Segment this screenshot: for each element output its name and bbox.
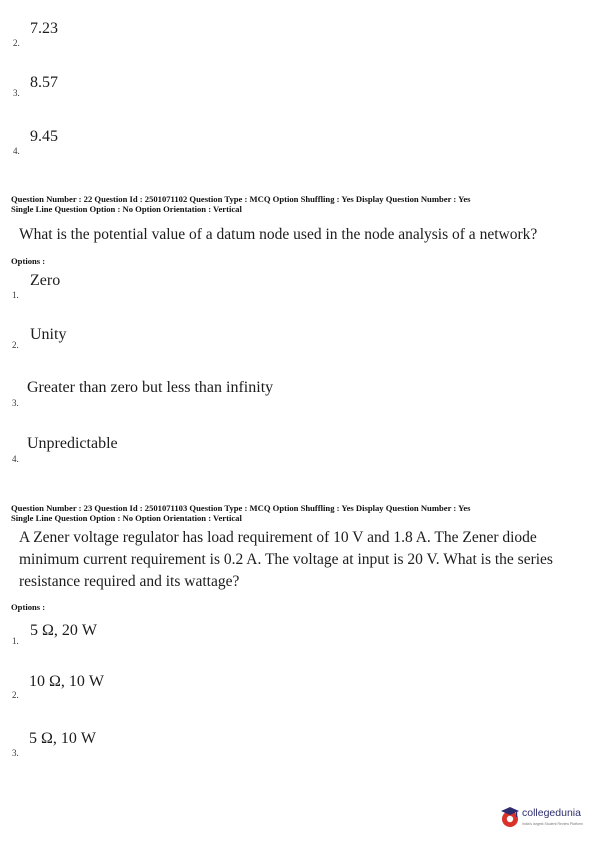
q23-question-text: A Zener voltage regulator has load requirement of 10 V and 1.8 A. The Zener diode minimum current requirement is 0.2 A. The voltage at input is 20 V. What is the series resistance required and its wattage? [19,529,553,590]
collegedunia-logo [500,803,592,833]
q23-option-3-number: 3. [12,748,19,758]
q22-meta-line-2: Single Line Question Option : No Option Orientation : Vertical [11,204,242,214]
prev-option-4-number: 4. [13,146,20,156]
prev-option-2-text: 7.23 [30,20,58,37]
q23-options-label: Options : [11,602,46,612]
q23-option-3-text: 5 Ω, 10 W [29,730,96,747]
q22-option-1-text: Zero [30,272,61,289]
q22-option-1-number: 1. [12,290,19,300]
q22-option-4-number: 4. [12,454,19,464]
q22-option-2-number: 2. [12,340,19,350]
q23-option-2-number: 2. [12,690,19,700]
q23-meta-line-1: Question Number : 23 Question Id : 2501071103 Question Type : MCQ Option Shuffling : Yes Display Question Number : Yes [11,503,471,513]
q22-meta-line-1: Question Number : 22 Question Id : 2501071102 Question Type : MCQ Option Shuffling : Yes Display Question Number : Yes [11,194,471,204]
q22-option-4-text: Unpredictable [27,435,118,452]
logo-tagline: India's largest Student Review Platform [522,822,583,826]
q22-question-text: What is the potential value of a datum node used in the node analysis of a network? [19,226,538,243]
q23-option-1-number: 1. [12,636,19,646]
prev-option-3-text: 8.57 [30,74,58,91]
q22-option-2-text: Unity [30,326,67,343]
prev-option-4-text: 9.45 [30,128,58,145]
prev-option-3-number: 3. [13,88,20,98]
graduation-cap-icon [500,805,520,829]
q22-options-label: Options : [11,256,46,266]
logo-wordmark: collegedunia [522,807,581,819]
q22-option-3-text: Greater than zero but less than infinity [27,379,274,396]
q23-meta-line-2: Single Line Question Option : No Option Orientation : Vertical [11,513,242,523]
q23-option-2-text: 10 Ω, 10 W [29,673,104,690]
prev-option-2-number: 2. [13,38,20,48]
q23-option-1-text: 5 Ω, 20 W [30,622,97,639]
q22-option-3-number: 3. [12,398,19,408]
